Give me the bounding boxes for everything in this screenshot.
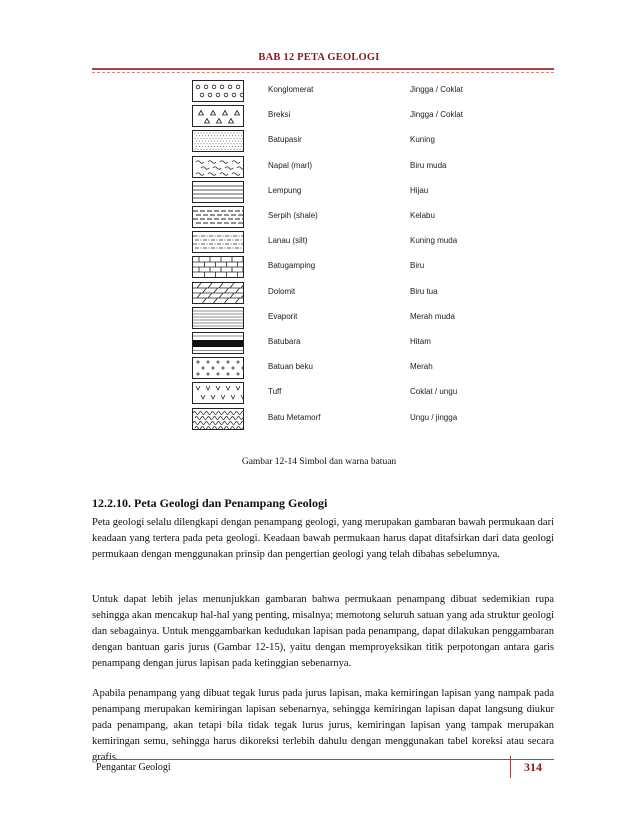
legend-row <box>188 307 488 331</box>
dashed-lines-pattern <box>192 206 244 228</box>
rock-name: Konglomerat <box>268 85 314 94</box>
header-rule <box>92 68 554 70</box>
rock-map-color: Biru muda <box>410 160 447 170</box>
rock-name: Batugamping <box>268 261 316 271</box>
circles-pattern <box>192 80 244 102</box>
legend-row <box>188 332 488 356</box>
rock-map-color: Biru tua <box>410 286 438 296</box>
rock-name: Lanau (silt) <box>268 236 308 246</box>
header-rule-dashed <box>92 72 554 73</box>
rock-map-color: Jingga / Coklat <box>410 85 463 94</box>
legend-row <box>188 156 488 180</box>
legend-row <box>188 80 488 104</box>
rock-map-color: Kuning <box>410 135 435 145</box>
legend-row <box>188 181 488 205</box>
legend-row <box>188 105 488 129</box>
v-marks-pattern <box>192 382 244 404</box>
fine-dots-pattern <box>192 130 244 152</box>
rock-map-color: Hijau <box>410 185 429 195</box>
footer-book-title: Pengantar Geologi <box>96 762 171 773</box>
rock-name: Tuff <box>268 387 282 397</box>
rock-name: Serpih (shale) <box>268 211 318 220</box>
slanted-brick-pattern <box>192 282 244 304</box>
paragraph: Untuk dapat lebih jelas menunjukkan gambaran bahwa permukaan penampang dibuat sedemikian rupa sehingga akan mencakup hal-hal yang penting, misalnya; memotong seluruh satuan yang ada struktur geologi dan sebagainya. Untuk menggambarkan kedudukan lapisan pada penampang, dapat dilakukan penggambaran dengan bantuan garis jurus (Gambar 12-15), yaitu dengan memproyeksikan titik perpotongan antara garis penampang dengan jurus lapisan pada ketinggian sebenarnya. <box>92 594 554 669</box>
page-number: 314 <box>510 756 555 778</box>
solid-lines-pattern <box>192 181 244 203</box>
legend-row <box>188 382 488 406</box>
legend-row <box>188 231 488 255</box>
paragraph: Apabila penampang yang dibuat tegak lurus pada jurus lapisan, maka kemiringan lapisan yang nampak pada penampang merupakan kemiringan lapisan sebenarnya, sehingga kemiringan lapisan dapat langsung diukur pada penampang, akan tetapi bila tidak tegak lurus jurus, kemiringan lapisan yang tampak merupakan kemiringan semu, sehingga harus dikoreksi terlebih dahulu dengan menggunakan tabel koreksi atau secara grafis. <box>92 688 554 763</box>
dash-dot-lines-pattern <box>192 231 244 253</box>
chapter-header: BAB 12 PETA GEOLOGI <box>258 52 380 63</box>
legend-row <box>188 408 488 432</box>
legend-row <box>188 206 488 230</box>
rock-map-color: Biru <box>410 261 425 271</box>
rock-name: Batuan beku <box>268 362 313 372</box>
section-heading: 12.2.10. Peta Geologi dan Penampang Geologi <box>92 496 328 510</box>
rock-name: Dolomit <box>268 286 296 296</box>
rock-name: Batu Metamorf <box>268 412 321 422</box>
paragraph: Peta geologi selalu dilengkapi dengan penampang geologi, yang merupakan gambaran bawah permukaan dari keadaan yang tertera pada peta geologi. Keadaan bawah permukaan harus dapat ditafsirkan dari data geologi permukaan dengan menggunakan prinsip dan pengertian geologi yang telah dibahas sebelumnya. <box>92 517 554 560</box>
rock-name: Batubara <box>268 337 301 346</box>
wavy-foliation-pattern <box>192 408 244 430</box>
legend-row <box>188 256 488 280</box>
rock-name: Napal (marl) <box>268 160 313 170</box>
footer-rule <box>92 759 554 760</box>
rock-name: Evaporit <box>268 311 298 321</box>
rock-map-color: Kuning muda <box>410 236 458 246</box>
rock-name: Lempung <box>268 185 302 195</box>
crosses-pattern <box>192 357 244 379</box>
legend-row <box>188 357 488 381</box>
legend-row <box>188 282 488 306</box>
rock-map-color: Ungu / jingga <box>410 412 458 422</box>
rock-map-color: Kelabu <box>410 211 435 220</box>
legend-row <box>188 130 488 154</box>
rock-name: Batupasir <box>268 135 302 145</box>
figure-caption: Gambar 12-14 Simbol dan warna batuan <box>241 457 397 467</box>
rock-map-color: Coklat / ungu <box>410 387 458 397</box>
rock-map-color: Hitam <box>410 337 431 346</box>
rock-symbol-legend <box>188 80 488 450</box>
rock-name: Breksi <box>268 110 291 120</box>
brick-pattern <box>192 256 244 278</box>
rock-map-color: Merah <box>410 362 433 372</box>
waves-pattern <box>192 156 244 178</box>
rock-map-color: Jingga / Coklat <box>410 110 463 120</box>
rock-map-color: Merah muda <box>410 311 455 321</box>
horizontal-lines-pattern <box>192 307 244 329</box>
triangles-pattern <box>192 105 244 127</box>
black-band-pattern <box>192 332 244 354</box>
